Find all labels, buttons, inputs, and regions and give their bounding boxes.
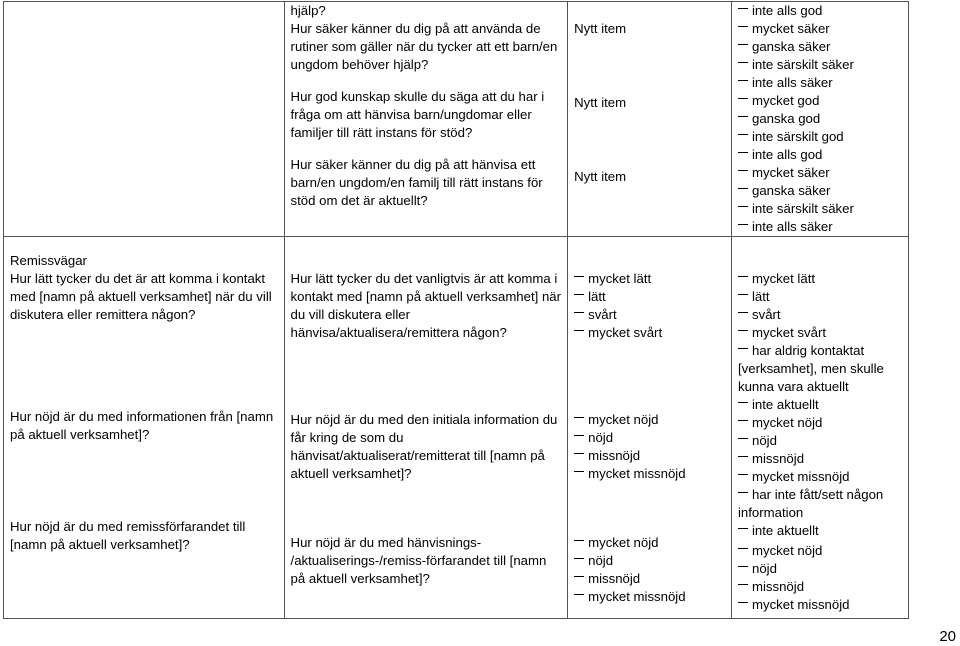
question-refer-confidence: Hur säker känner du dig på att hänvisa ett barn/en ungdom/en familj till rätt instans för stöd om det är aktuellt? (290, 157, 543, 208)
scale-option: lätt (574, 288, 725, 306)
answer-option: har aldrig kontaktat [verksamhet], men skulle kunna vara aktuellt (738, 343, 884, 394)
question-cell-block-2 (284, 237, 568, 619)
section-title: Remissvägar (10, 253, 87, 268)
answer-option: inte aktuellt (738, 522, 902, 540)
question-initial-info: Hur nöjd är du med den initiala information du får kring de som du hänvisat/aktualiserat/remitterat till [namn på aktuell verksamhet]? (290, 412, 558, 481)
answer-option: nöjd (738, 560, 902, 578)
answer-option: mycket nöjd (738, 414, 902, 432)
scale-option: nöjd (574, 429, 725, 447)
scale-option: mycket lätt (574, 270, 725, 288)
answer-cell-block-1 (732, 2, 909, 237)
question-knowledge: Hur god kunskap skulle du säga att du har i fråga om att hänvisa barn/ungdomar eller familjer till rätt instans för stöd? (290, 89, 545, 140)
scale-option: missnöjd (574, 570, 725, 588)
answer-option: missnöjd (738, 578, 902, 596)
answer-option: inte alls säker (738, 218, 902, 236)
answer-option: nöjd (738, 432, 902, 450)
new-item-label: Nytt item (574, 95, 627, 110)
answer-option: inte alls god (738, 146, 902, 164)
answer-option: har inte fått/sett någon information (738, 487, 884, 520)
answer-option: inte särskilt säker (738, 56, 902, 74)
scale-option: nöjd (574, 552, 725, 570)
answer-option: missnöjd (738, 450, 902, 468)
scale-option: missnöjd (574, 447, 725, 465)
answer-option: mycket missnöjd (738, 596, 902, 614)
questionnaire-table (3, 1, 909, 619)
question-contact-ease-detail: Hur lätt tycker du det vanligtvis är att komma i kontakt med [namn på aktuell verksamhet] när du vill diskutera eller hänvisa/aktualisera/remittera någon? (290, 271, 562, 340)
question-contact-ease: Hur lätt tycker du det är att komma i kontakt med [namn på aktuell verksamhet] när du vill diskutera eller remittera någon? (10, 271, 272, 322)
answer-option: mycket missnöjd (738, 468, 902, 486)
new-item-cell (568, 2, 732, 237)
scale-option: mycket missnöjd (574, 465, 725, 483)
question-info-satisfaction: Hur nöjd är du med informationen från [namn på aktuell verksamhet]? (10, 409, 274, 442)
answer-option: inte särskilt säker (738, 200, 902, 218)
answer-option: ganska god (738, 110, 902, 128)
answer-option: mycket säker (738, 164, 902, 182)
scale-option: mycket missnöjd (574, 588, 725, 606)
answer-option: inte aktuellt (738, 396, 902, 414)
answer-cell-block-2 (732, 237, 909, 619)
question-cell-block-1 (284, 2, 568, 237)
question-referral-satisfaction: Hur nöjd är du med remissförfarandet till [namn på aktuell verksamhet]? (10, 519, 246, 552)
section-cell (4, 237, 285, 619)
question-tail: hjälp? (290, 3, 326, 18)
new-item-label: Nytt item (574, 169, 627, 184)
answer-option: inte alls säker (738, 74, 902, 92)
question-routines: Hur säker känner du dig på att använda de rutiner som gäller när du tycker att ett barn/en ungdom behöver hjälp? (290, 21, 558, 72)
answer-option: ganska säker (738, 38, 902, 56)
answer-option: mycket lätt (738, 270, 902, 288)
scale-option: svårt (574, 306, 725, 324)
answer-option: inte särskilt god (738, 128, 902, 146)
answer-option: svårt (738, 306, 902, 324)
new-item-label: Nytt item (574, 21, 627, 36)
answer-option: mycket säker (738, 20, 902, 38)
scale-cell (568, 237, 732, 619)
scale-option: mycket nöjd (574, 411, 725, 429)
answer-option: lätt (738, 288, 902, 306)
scale-option: mycket nöjd (574, 534, 725, 552)
answer-option: inte alls god (738, 2, 902, 20)
scale-option: mycket svårt (574, 324, 725, 342)
answer-option: mycket nöjd (738, 542, 902, 560)
answer-option: mycket svårt (738, 324, 902, 342)
question-referral-procedure: Hur nöjd är du med hänvisnings- /aktualiserings-/remiss-förfarandet till [namn på aktuell verksamhet]? (290, 535, 547, 586)
answer-option: ganska säker (738, 182, 902, 200)
empty-cell-top (4, 2, 285, 237)
answer-option: mycket god (738, 92, 902, 110)
page-number: 20 (939, 628, 956, 645)
